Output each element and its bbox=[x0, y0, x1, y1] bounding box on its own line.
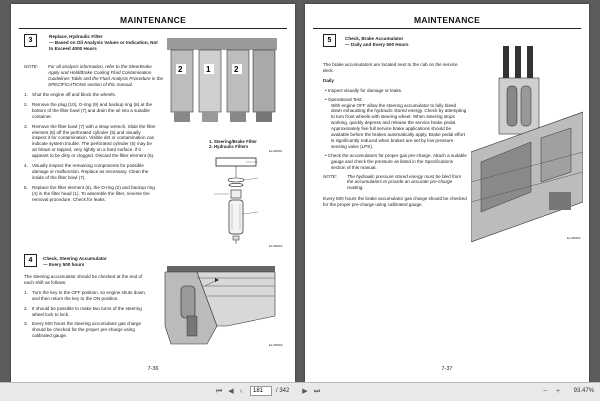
section-title: Check, Brake Accumulator — Daily and Every 500 Hours bbox=[345, 36, 409, 47]
page-header: MAINTENANCE bbox=[19, 12, 287, 29]
callout-label: 1 bbox=[206, 65, 211, 74]
note: NOTE: The hydraulic pressure stored energy must be bled from the accumulators to provide an accurate pre-charge reading. bbox=[323, 173, 462, 191]
callout-label: 2 bbox=[178, 65, 183, 74]
section-title: Check, Steering Accumulator — Every 500 hours bbox=[43, 256, 107, 267]
viewer-toolbar bbox=[0, 382, 600, 401]
last-page-button[interactable]: ⏭ bbox=[313, 388, 321, 395]
bullet-item: • Inspect visually for damage or leaks. bbox=[325, 87, 403, 93]
figure-caption: 1. Steering/Brake Filter 2. Hydraulic Filters bbox=[209, 139, 257, 150]
zoom-out-button[interactable]: − bbox=[542, 388, 548, 395]
figure-id: EL-MR003 bbox=[269, 343, 283, 347]
callout-label: 2 bbox=[234, 65, 239, 74]
section-number: 4 bbox=[24, 254, 37, 267]
figure-id: EL-MR001 bbox=[269, 149, 283, 153]
page-number: 7-37 bbox=[441, 366, 453, 372]
previous-page-button[interactable]: ◀ bbox=[228, 388, 234, 395]
bullet-item: • Operational Test: With engine OFF allow the steering accumulator to fully bleed down exhausting the hydraulic stored energy. Check by attempting to turn front wheels with steering wheel. When steering stops working, quickly depress and release the service brake pedal. Approximately five full service brake applications should be available before the brakes automatically apply. Brake pedal effort is significantly reduced when brakes are set by low pressure sensing valve (LPS). bbox=[325, 96, 467, 149]
section-body: The brake accumulators are located next to the cab on the service deck. Daily • Inspect visually for damage or leaks. • Operational Test: With engine OFF allow the steering accumulator to fully bleed down exhausting the hydraulic stored energy. Check by attempting to turn front wheels with steering wheel. When steering stops working, quickly depress and release the service brake pedal. Approximately five full service brake applications should be available before the brakes automatically apply. Brake pedal effort is significantly reduced when brakes are set by low pressure sensing valve (LPS). • Check the accumulators for proper gas pre-charge. Attach a suitable gauge and check the pressure as listed in the Specifications section of this manual. NOTE: The hydraulic pressure stored energy must be bled from the accumulators to provide an accurate pre-charge reading. Every 500 hours the brake accumulator gas charge should be checked for the proper pre-charge using calibrated gauge. bbox=[323, 62, 467, 208]
figure-id: EL-MR002 bbox=[269, 244, 283, 248]
steering-accumulator-figure bbox=[157, 256, 285, 352]
left-page bbox=[11, 4, 295, 382]
page-total: / 342 bbox=[276, 388, 290, 394]
hydraulic-filters-figure bbox=[163, 34, 281, 138]
prev-arrow-icon[interactable]: ‹ bbox=[240, 388, 243, 395]
note: NOTE: For all analysis information, refer to the SteerBrake Apply and Hold/Brake Cooling Fluid Contamination Guidelines Table and the Fluid Analysis Procedure in the SPECIFICATIONS section of this manual. bbox=[24, 64, 164, 87]
zoom-in-button[interactable]: + bbox=[555, 388, 561, 395]
figure-id: EL-MR004 bbox=[567, 236, 581, 240]
zoom-level: 93.47% bbox=[573, 388, 594, 394]
section-number: 3 bbox=[24, 34, 37, 47]
section-body: The steering accumulator should be checked at the end of each shift as follows: 1. Turn the key to the OFF position, so engine shuts down, and then return the key to the ON position. 2. It should be possible to make two turns of the steering wheel lock to lock. 3. Every 500 hours the steering accumulator gas charge should be checked for the proper pre-charge using calibrated gauge. bbox=[24, 274, 146, 339]
brake-accumulator-figure bbox=[471, 42, 583, 242]
bullet-item: • Check the accumulators for proper gas pre-charge. Attach a suitable gauge and check the pressure as listed in the Specifications section of this manual. bbox=[325, 152, 467, 170]
right-page bbox=[305, 4, 589, 382]
section-title: Replace, Hydraulic Filter — Based on Oil Analysis Values or Indication, Not to Exceed 4000 Hours bbox=[49, 34, 158, 51]
filter-exploded-diagram bbox=[196, 154, 276, 246]
next-page-button[interactable]: ▶ bbox=[302, 388, 308, 395]
step-list: 1. Shut the engine off and block the wheels. 2. Remove the plug (10), O-ring (9) and backup ring (8) at the bottom of the filter bowl (7) and drain the oil into a suitable container. 3. Remove the filter bowl (7) with a strap wrench. Slide the filter element (6) off the perforated cylinder (5) and visually inspect it for contamination. Visible dirt or contamination can indicate system trouble. The perforated cylinder (5) may be air blown or tapped, very lightly on a hard surface, if it appears to be dirty or clogged. Discard the filter element (6). 4. Visually inspect the remaining components for possible damage or malfunction. Replace as necessary. Clean the inside of the filter bowl (7). 5. Replace the filter element (6), the O-ring (2) and backup ring (4) in the filter head (1). To assemble the filter, reverse the removal procedure. Check for leaks. bbox=[24, 92, 156, 202]
first-page-button[interactable]: ⏮ bbox=[215, 388, 223, 395]
section-number: 5 bbox=[323, 34, 336, 47]
page-number: 7-36 bbox=[147, 366, 159, 372]
page-number-input[interactable] bbox=[250, 386, 272, 396]
page-header: MAINTENANCE bbox=[313, 12, 581, 29]
